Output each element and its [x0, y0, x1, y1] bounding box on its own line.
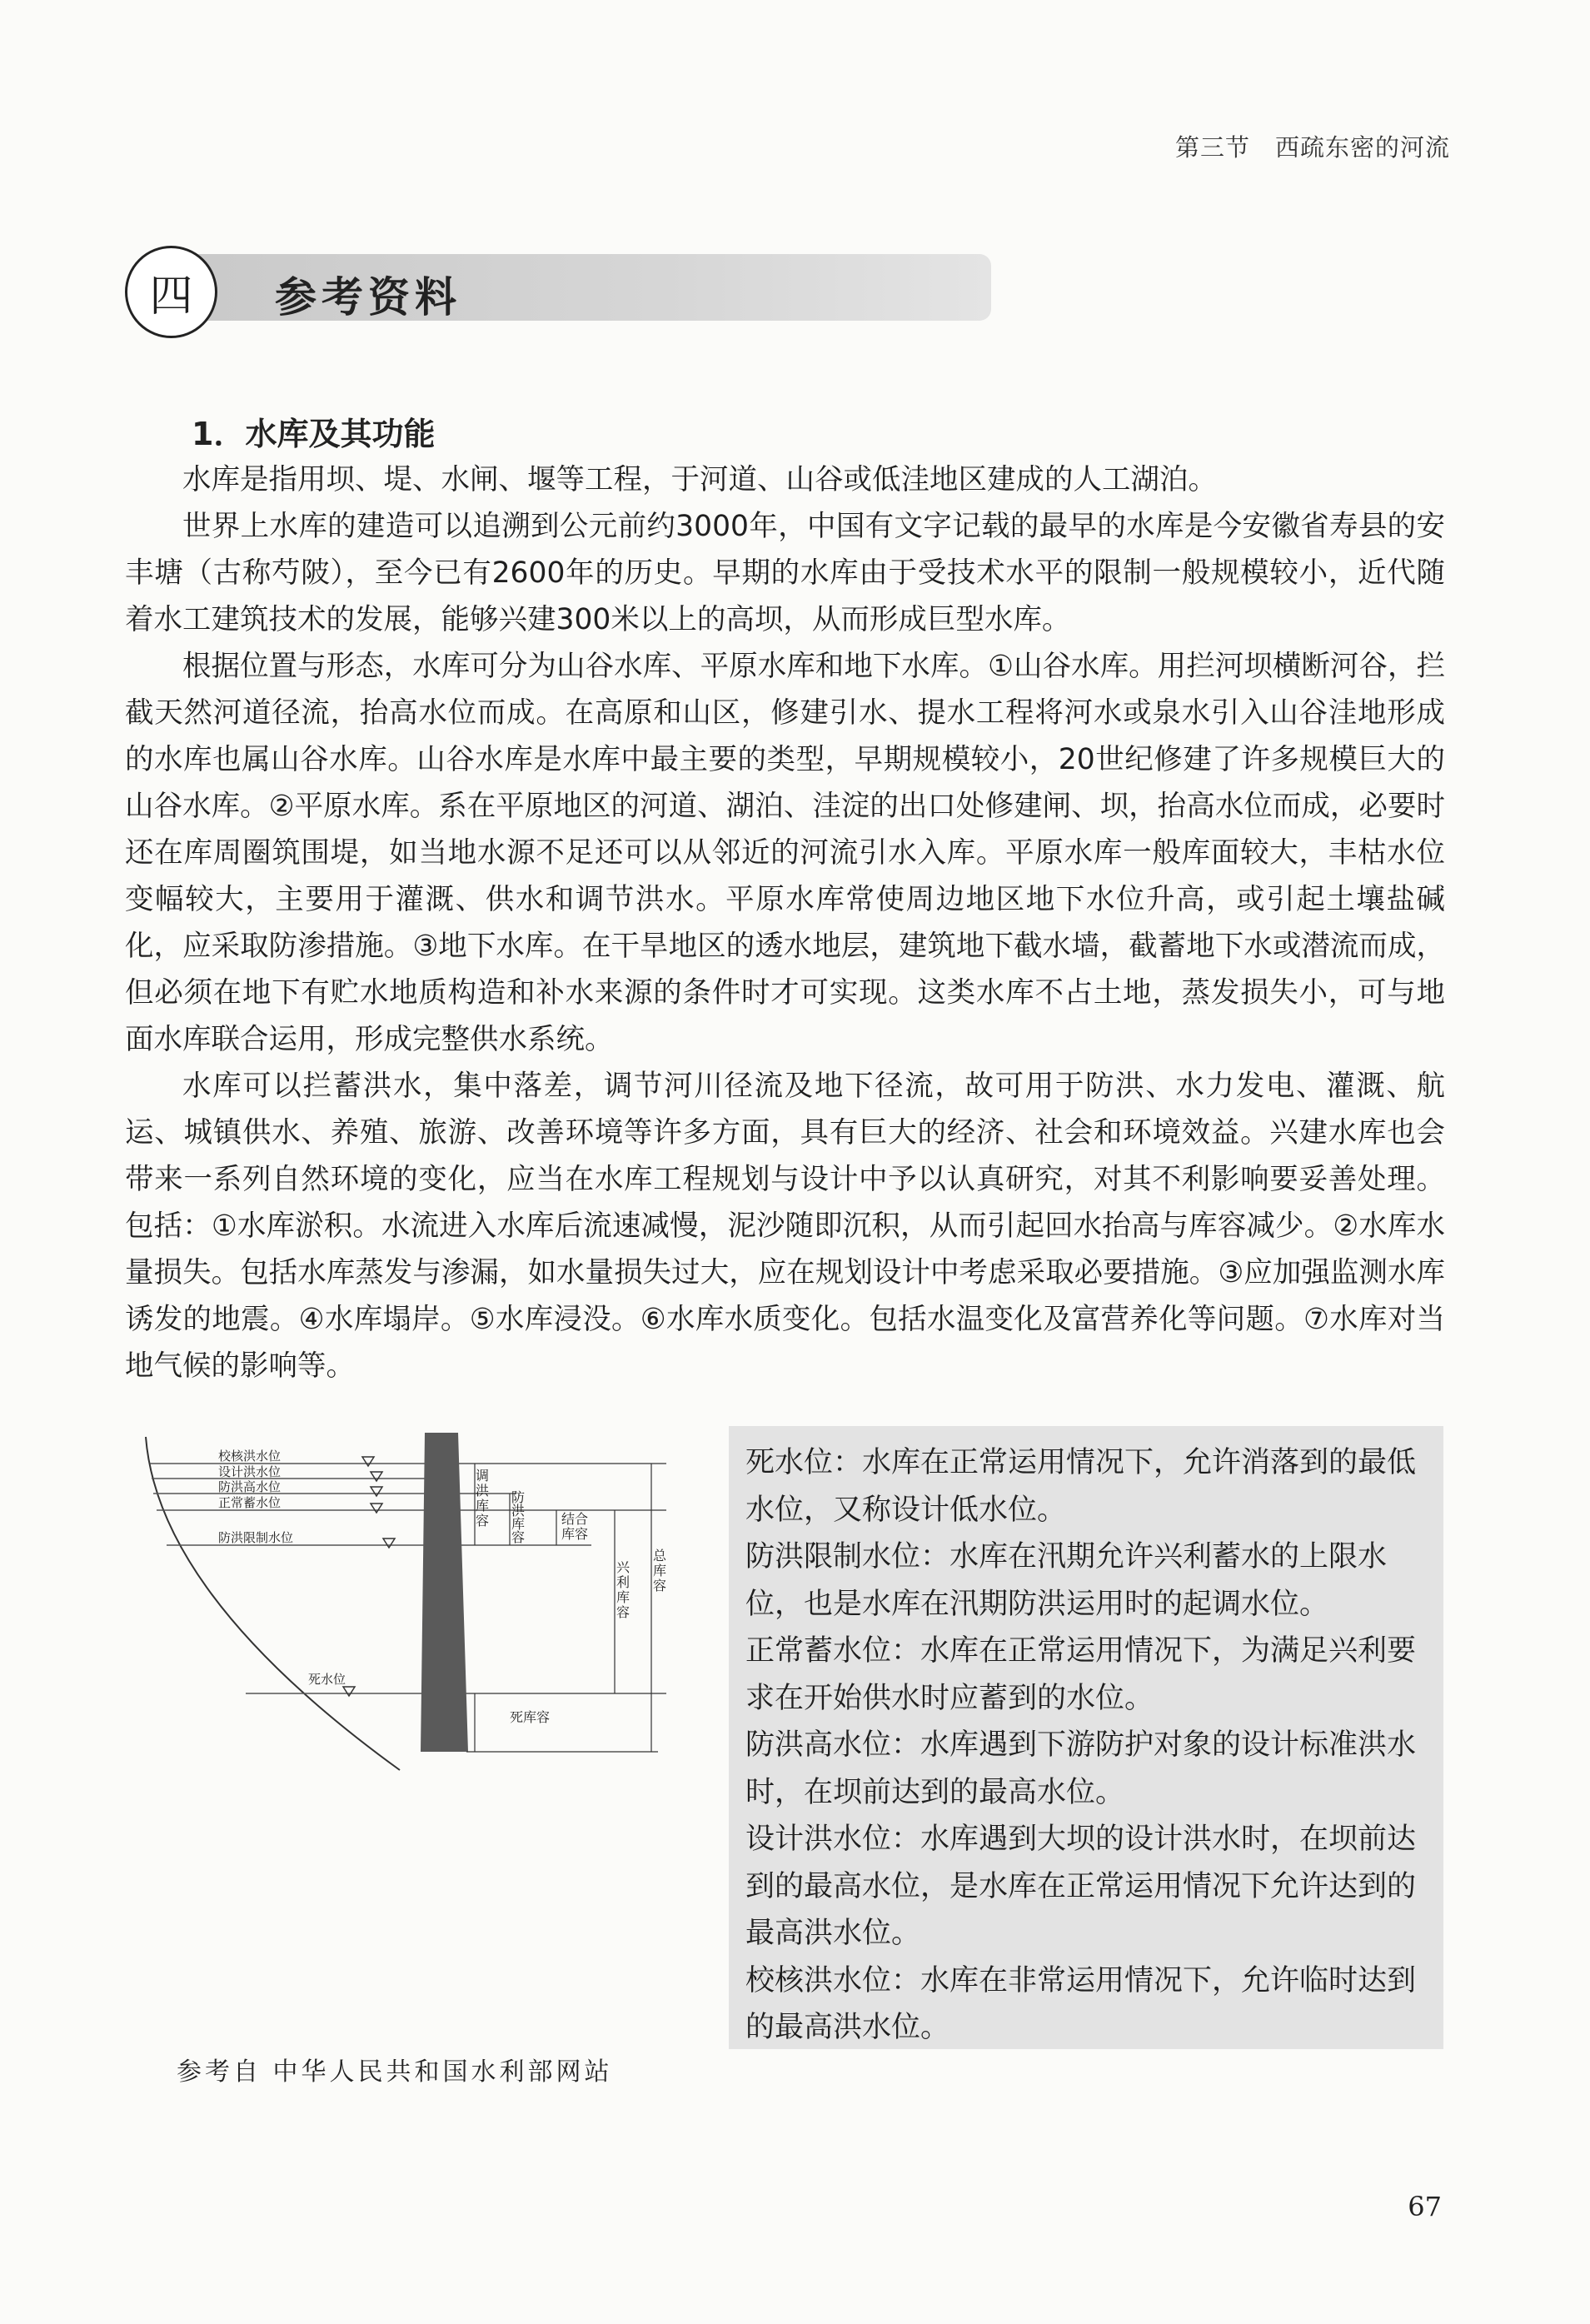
level-label-check-flood: 校核洪水位 — [218, 1449, 282, 1464]
source-citation: 参考自 中华人民共和国水利部网站 — [177, 2057, 613, 2087]
definition-normal-storage-level: 正常蓄水位：水库在正常运用情况下，为满足兴利要求在开始供水时应蓄到的水位。 — [745, 1634, 1417, 1715]
flood-control-capacity-label-1: 防 — [511, 1489, 526, 1505]
section-heading: 1．水库及其功能 — [192, 416, 436, 452]
combined-capacity-label-1: 结合 — [561, 1511, 589, 1527]
paragraph: 水库是指用坝、堤、水闸、堰等工程，于河道、山谷或低洼地区建成的人工湖泊。 — [182, 463, 1217, 496]
banner-title: 参考资料 — [275, 273, 461, 322]
definition-design-flood-level: 设计洪水位：水库遇到大坝的设计洪水时，在坝前达到的最高水位，是水库在正常运用情况下允许达到的最高洪水位。 — [745, 1823, 1417, 1950]
total-capacity-label-3: 容 — [653, 1578, 667, 1593]
water-level-marker-icon — [383, 1539, 395, 1548]
definition-check-flood-level: 校核洪水位：水库在非常运用情况下，允许临时达到的最高洪水位。 — [745, 1963, 1417, 2044]
beneficial-capacity-label-1: 兴 — [616, 1559, 631, 1575]
beneficial-capacity-label-3: 库 — [616, 1589, 631, 1605]
level-label-flood-control-high: 防洪高水位 — [218, 1479, 282, 1494]
paragraph: 世界上水库的建造可以追溯到公元前约3000年，中国有文字记载的最早的水库是今安徽省寿县的安丰塘（古称芍陂），至今已有2600年的历史。早期的水库由于受技术水平的限制一般规模较小，近代随着水工建筑技术的发展，能够兴建300米以上的高坝，从而形成巨型水库。 — [125, 510, 1445, 636]
chapter-title: 西疏东密的河流 — [1274, 133, 1450, 162]
flood-control-capacity-label-4: 容 — [511, 1529, 526, 1545]
combined-capacity-label-2: 库容 — [561, 1526, 589, 1542]
level-label-normal-storage: 正常蓄水位 — [218, 1495, 282, 1510]
level-label-design-flood: 设计洪水位 — [218, 1464, 282, 1479]
flood-regulation-capacity-label-4: 容 — [476, 1513, 490, 1529]
beneficial-capacity-label-2: 利 — [616, 1574, 631, 1590]
level-label-flood-limit: 防洪限制水位 — [218, 1530, 294, 1545]
flood-regulation-capacity-label-2: 洪 — [476, 1483, 490, 1499]
body-text — [125, 456, 1445, 1389]
flood-control-capacity-label-2: 洪 — [511, 1503, 526, 1519]
dead-capacity-label: 死库容 — [510, 1709, 551, 1725]
definitions-box — [729, 1426, 1443, 2049]
flood-control-capacity-label-3: 库 — [511, 1516, 526, 1532]
paragraph: 水库可以拦蓄洪水，集中落差，调节河川径流及地下径流，故可用于防洪、水力发电、灌溉、航运、城镇供水、养殖、旅游、改善环境等许多方面，具有巨大的经济、社会和环境效益。兴建水库也会带来一系列自然环境的变化，应当在水库工程规划与设计中予以认真研究，对其不利影响要妥善处理。包括：①水库淤积。水流进入水库后流速减慢，泥沙随即沉积，从而引起回水抬高与库容减少。②水库水量损失。包括水库蒸发与渗漏，如水量损失过大，应在规划设计中考虑采取必要措施。③应加强监测水库诱发的地震。④水库塌岸。⑤水库浸没。⑥水库水质变化。包括水温变化及富营养化等问题。⑦水库对当地气候的影响等。 — [125, 1070, 1445, 1383]
dam-body — [421, 1433, 468, 1752]
water-level-marker-icon — [343, 1687, 355, 1696]
section-number-badge — [125, 246, 217, 338]
definition-flood-limit-level: 防洪限制水位：水库在汛期允许兴利蓄水的上限水位，也是水库在汛期防洪运用时的起调水位。 — [745, 1540, 1388, 1621]
reservoir-level-diagram — [125, 1429, 691, 1778]
definition-dead-level: 死水位：水库在正常运用情况下，允许消落到的最低水位，又称设计低水位。 — [745, 1446, 1417, 1527]
water-level-marker-icon — [371, 1472, 382, 1481]
water-level-marker-icon — [371, 1487, 382, 1496]
total-capacity-label-1: 总 — [653, 1548, 667, 1563]
water-level-marker-icon — [362, 1457, 374, 1466]
flood-regulation-capacity-label-3: 库 — [476, 1498, 490, 1514]
definition-flood-control-high-level: 防洪高水位：水库遇到下游防护对象的设计标准洪水时，在坝前达到的最高水位。 — [745, 1728, 1417, 1809]
total-capacity-label-2: 库 — [653, 1563, 667, 1578]
level-markers — [343, 1457, 395, 1696]
beneficial-capacity-label-4: 容 — [616, 1604, 631, 1620]
water-level-marker-icon — [371, 1504, 382, 1513]
flood-regulation-capacity-label-1: 调 — [476, 1468, 490, 1484]
page-number: 67 — [1408, 2191, 1442, 2222]
section-number: 四 — [149, 272, 193, 322]
paragraph: 根据位置与形态，水库可分为山谷水库、平原水库和地下水库。①山谷水库。用拦河坝横断河谷，拦截天然河道径流，抬高水位而成。在高原和山区，修建引水、提水工程将河水或泉水引入山谷洼地形成的水库也属山谷水库。山谷水库是水库中最主要的类型，早期规模较小，20世纪修建了许多规模巨大的山谷水库。②平原水库。系在平原地区的河道、湖泊、洼淀的出口处修建闸、坝，抬高水位而成，必要时还在库周圈筑围堤，如当地水源不足还可以从邻近的河流引水入库。平原水库一般库面较大，丰枯水位变幅较大，主要用于灌溉、供水和调节洪水。平原水库常使周边地区地下水位升高，或引起土壤盐碱化，应采取防渗措施。③地下水库。在干旱地区的透水地层，建筑地下截水墙，截蓄地下水或潜流而成，但必须在地下有贮水地质构造和补水来源的条件时才可实现。这类水库不占土地，蒸发损失小，可与地面水库联合运用，形成完整供水系统。 — [125, 650, 1445, 1056]
running-header — [1175, 129, 1450, 163]
level-label-dead: 死水位 — [308, 1672, 346, 1687]
chapter-section: 第三节 — [1174, 133, 1250, 162]
